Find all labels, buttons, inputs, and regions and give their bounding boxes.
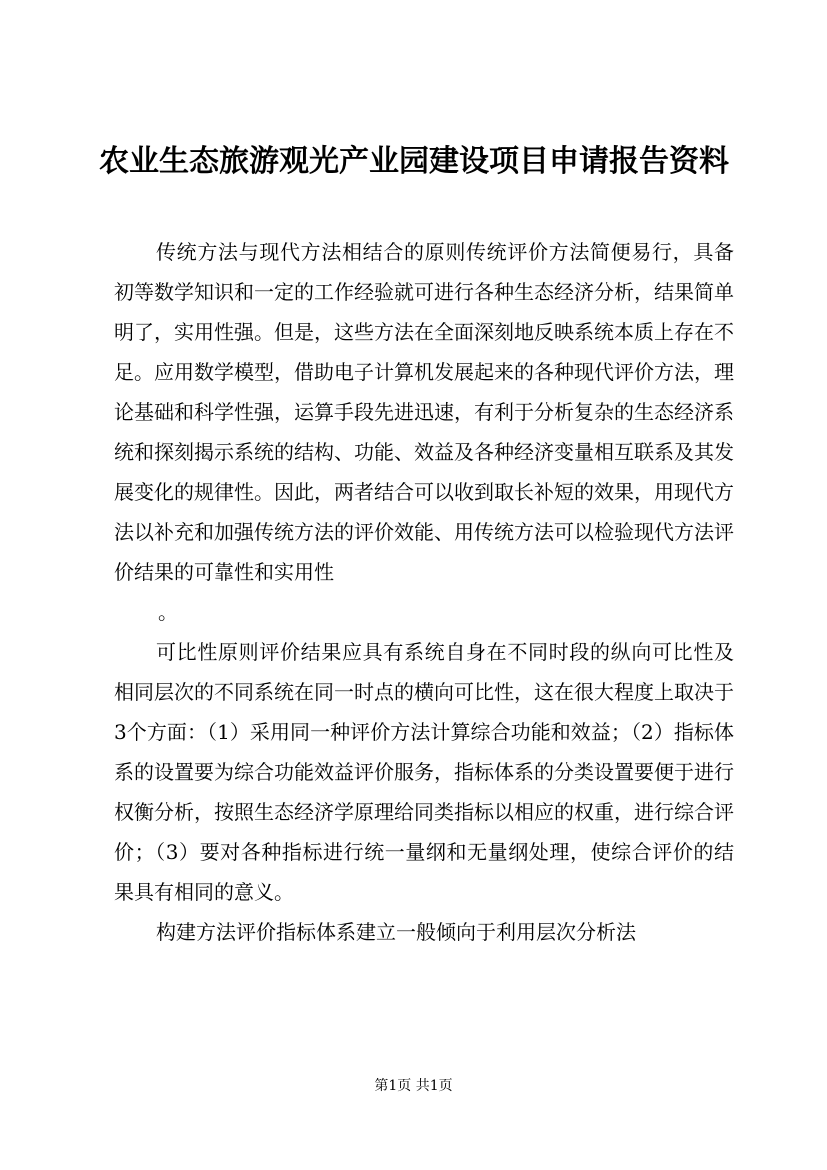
document-body bbox=[114, 232, 734, 952]
paragraph-construction-method: 构建方法评价指标体系建立一般倾向于利用层次分析法 bbox=[156, 920, 636, 944]
paragraph-period-line: 。 bbox=[158, 600, 178, 624]
paragraph-traditional-modern-methods: 传统方法与现代方法相结合的原则传统评价方法简便易行，具备初等数学知识和一定的工作经验就可进行各种生态经济分析，结果简单明了，实用性强。但是，这些方法在全面深刻地反映系统本质上存在不足。应用数学模型，借助电子计算机发展起来的各种现代评价方法，理论基础和科学性强，运算手段先进迅速，有利于分析复杂的生态经济系统和探刻揭示系统的结构、功能、效益及各种经济变量相互联系及其发展变化的规律性。因此，两者结合可以收到取长补短的效果，用现代方法以补充和加强传统方法的评价效能、用传统方法可以检验现代方法评价结果的可靠性和实用性 bbox=[114, 240, 734, 584]
page-footer: 第1页 共1页 bbox=[374, 1078, 453, 1094]
document-title: 农业生态旅游观光产业园建设项目申请报告资料 bbox=[99, 144, 729, 179]
paragraph-comparability-principle: 可比性原则评价结果应具有系统自身在不同时段的纵向可比性及相同层次的不同系统在同一时点的横向可比性，这在很大程度上取决于3个方面：（1）采用同一种评价方法计算综合功能和效益；（2）指标体系的设置要为综合功能效益评价服务，指标体系的分类设置要便于进行权衡分析，按照生态经济学原理给同类指标以相应的权重，进行综合评价；（3）要对各种指标进行统一量纲和无量纲处理，使综合评价的结果具有相同的意义。 bbox=[114, 640, 734, 904]
